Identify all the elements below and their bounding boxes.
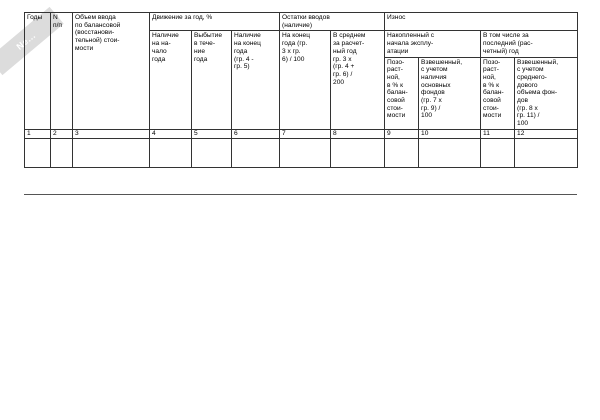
watermark-stamp: Ne... [0, 7, 64, 75]
column-number: 9 [385, 129, 419, 138]
header-wear-accum-weighted: Взвешенный, с учетом наличия основных фондов (гр. 7 x гр. 9) / 100 [419, 57, 481, 129]
column-number: 2 [51, 129, 73, 138]
column-number: 10 [419, 129, 481, 138]
column-number: 4 [150, 129, 192, 138]
empty-cell [481, 138, 515, 167]
header-movement: Движение за год, % [150, 13, 280, 31]
empty-cell [232, 138, 280, 167]
header-volume: Объем ввода по балансовой (восстанови- тельной) стои- мости [73, 13, 150, 130]
header-years: Годы [25, 13, 51, 130]
empty-data-row [25, 138, 578, 167]
header-wear-last: В том числе за последний (рас- четный) год [481, 31, 578, 57]
header-wear-last-weighted: Взвешенный, с учетом среднего- дового объема фон- дов (гр. 8 x гр. 11) / 100 [515, 57, 578, 129]
column-number: 11 [481, 129, 515, 138]
empty-cell [419, 138, 481, 167]
document-body [24, 12, 577, 168]
empty-cell [385, 138, 419, 167]
empty-cell [73, 138, 150, 167]
empty-cell [192, 138, 232, 167]
column-number: 1 [25, 129, 51, 138]
header-num: N п/п [51, 13, 73, 130]
column-number: 3 [73, 129, 150, 138]
column-number: 5 [192, 129, 232, 138]
header-wear: Износ [385, 13, 578, 31]
header-movement-end: Наличие на конец года (гр. 4 - гр. 5) [232, 31, 280, 129]
column-number: 6 [232, 129, 280, 138]
column-number: 7 [280, 129, 331, 138]
header-wear-last-pos: Позо- раст- ной, в % к балан- совой стои- мости [481, 57, 515, 129]
empty-cell [280, 138, 331, 167]
empty-cell [25, 138, 51, 167]
header-wear-accum-pos: Позо- раст- ной, в % к балан- совой стои- мости [385, 57, 419, 129]
column-number: 8 [331, 129, 385, 138]
header-wear-accum: Накопленный с начала эксплу- атации [385, 31, 481, 57]
header-remains-end: На конец года (гр. 3 x гр. 6) / 100 [280, 31, 331, 129]
empty-cell [515, 138, 578, 167]
header-movement-start: Наличие на на- чало года [150, 31, 192, 129]
header-movement-out: Выбытие в тече- ние года [192, 31, 232, 129]
header-remains-avg: В среднем за расчет- ный год гр. 3 x (гр. 4 + гр. 6) / 200 [331, 31, 385, 129]
header-remains: Остатки вводов (наличие) [280, 13, 385, 31]
empty-cell [51, 138, 73, 167]
empty-cell [150, 138, 192, 167]
column-number-row [25, 129, 578, 138]
empty-cell [331, 138, 385, 167]
section-divider [24, 194, 577, 195]
wear-table [24, 12, 578, 168]
column-number: 12 [515, 129, 578, 138]
